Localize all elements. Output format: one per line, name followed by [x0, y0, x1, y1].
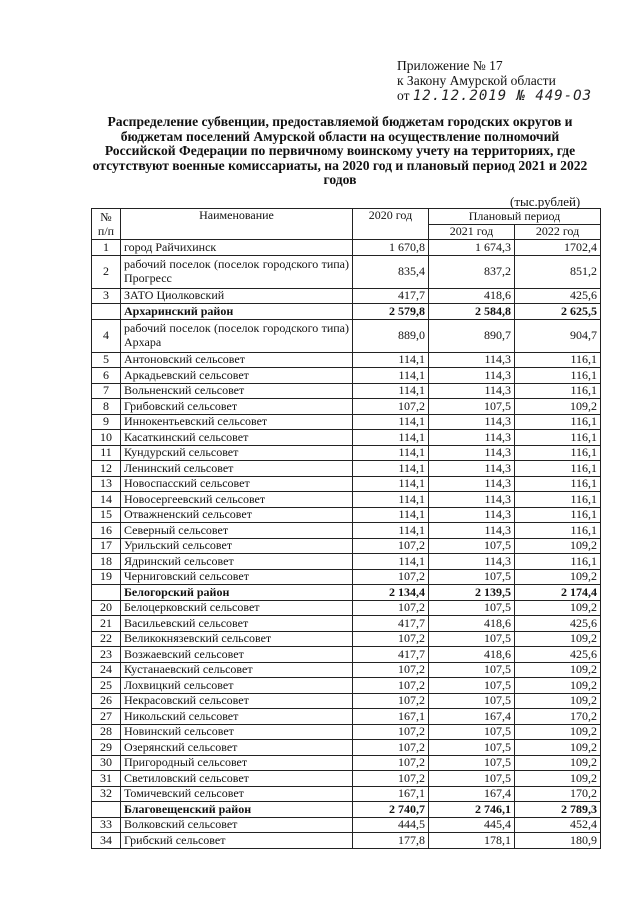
subvention-table	[91, 208, 601, 849]
value-2022: 109,2	[515, 678, 601, 694]
value-2021: 418,6	[429, 288, 515, 304]
value-2022: 116,1	[515, 492, 601, 508]
value-2021: 2 584,8	[429, 304, 515, 320]
row-number: 23	[92, 647, 121, 663]
row-name: Архаринский район	[121, 304, 353, 320]
table-row	[92, 833, 601, 849]
table-row	[92, 755, 601, 771]
table-row	[92, 740, 601, 756]
row-name: Некрасовский сельсовет	[121, 693, 353, 709]
table-row	[92, 631, 601, 647]
row-name: Ленинский сельсовет	[121, 461, 353, 477]
value-2021: 114,3	[429, 430, 515, 446]
row-name: Благовещенский район	[121, 802, 353, 818]
table-row	[92, 319, 601, 352]
value-2020: 107,2	[353, 678, 429, 694]
value-2022: 170,2	[515, 709, 601, 725]
table-row	[92, 414, 601, 430]
value-2021: 107,5	[429, 600, 515, 616]
value-2022: 116,1	[515, 445, 601, 461]
value-2020: 114,1	[353, 414, 429, 430]
row-name: Антоновский сельсовет	[121, 352, 353, 368]
row-name: Никольский сельсовет	[121, 709, 353, 725]
value-2021: 2 746,1	[429, 802, 515, 818]
row-number: 30	[92, 755, 121, 771]
row-name: Кундурский сельсовет	[121, 445, 353, 461]
header-2021: 2021 год	[429, 224, 515, 240]
table-row	[92, 569, 601, 585]
row-name: рабочий поселок (поселок городского типа) Прогресс	[121, 255, 353, 288]
value-2020: 417,7	[353, 616, 429, 632]
value-2021: 114,3	[429, 523, 515, 539]
table-row	[92, 724, 601, 740]
table-row	[92, 647, 601, 663]
table-row	[92, 554, 601, 570]
value-2020: 177,8	[353, 833, 429, 849]
table-row	[92, 476, 601, 492]
table-row	[92, 817, 601, 833]
value-2021: 114,3	[429, 461, 515, 477]
appendix-handwritten-date: 12.12.2019 № 449-ОЗ	[412, 88, 593, 104]
row-number	[92, 304, 121, 320]
value-2022: 109,2	[515, 600, 601, 616]
row-number: 6	[92, 368, 121, 384]
value-2020: 114,1	[353, 507, 429, 523]
district-row	[92, 802, 601, 818]
value-2022: 109,2	[515, 693, 601, 709]
value-2021: 1 674,3	[429, 240, 515, 256]
value-2020: 1 670,8	[353, 240, 429, 256]
value-2022: 904,7	[515, 319, 601, 352]
row-name: Иннокентьевский сельсовет	[121, 414, 353, 430]
value-2021: 107,5	[429, 399, 515, 415]
value-2021: 107,5	[429, 569, 515, 585]
value-2020: 107,2	[353, 755, 429, 771]
value-2022: 116,1	[515, 414, 601, 430]
value-2021: 114,3	[429, 445, 515, 461]
value-2021: 114,3	[429, 554, 515, 570]
value-2022: 2 625,5	[515, 304, 601, 320]
table-row	[92, 678, 601, 694]
value-2021: 107,5	[429, 538, 515, 554]
value-2020: 167,1	[353, 709, 429, 725]
table-row	[92, 430, 601, 446]
value-2022: 116,1	[515, 430, 601, 446]
value-2020: 114,1	[353, 352, 429, 368]
value-2022: 109,2	[515, 740, 601, 756]
row-name: Новинский сельсовет	[121, 724, 353, 740]
row-number: 12	[92, 461, 121, 477]
row-name: Аркадьевский сельсовет	[121, 368, 353, 384]
row-number: 10	[92, 430, 121, 446]
value-2020: 107,2	[353, 538, 429, 554]
value-2021: 114,3	[429, 476, 515, 492]
row-name: Лохвицкий сельсовет	[121, 678, 353, 694]
table-row	[92, 600, 601, 616]
row-name: Светиловский сельсовет	[121, 771, 353, 787]
value-2022: 116,1	[515, 554, 601, 570]
value-2021: 890,7	[429, 319, 515, 352]
row-number: 18	[92, 554, 121, 570]
row-name: город Райчихинск	[121, 240, 353, 256]
row-number: 19	[92, 569, 121, 585]
row-name: Грибский сельсовет	[121, 833, 353, 849]
value-2022: 109,2	[515, 662, 601, 678]
value-2022: 170,2	[515, 786, 601, 802]
value-2020: 114,1	[353, 523, 429, 539]
table-row	[92, 616, 601, 632]
row-number: 22	[92, 631, 121, 647]
row-name: Кустанаевский сельсовет	[121, 662, 353, 678]
value-2022: 180,9	[515, 833, 601, 849]
row-name: Пригородный сельсовет	[121, 755, 353, 771]
value-2020: 417,7	[353, 647, 429, 663]
value-2020: 114,1	[353, 476, 429, 492]
table-row	[92, 399, 601, 415]
row-number: 27	[92, 709, 121, 725]
table-row	[92, 693, 601, 709]
value-2021: 114,3	[429, 368, 515, 384]
row-name: Возжаевский сельсовет	[121, 647, 353, 663]
table-row	[92, 461, 601, 477]
row-number: 21	[92, 616, 121, 632]
value-2021: 107,5	[429, 724, 515, 740]
table-row	[92, 507, 601, 523]
value-2020: 107,2	[353, 631, 429, 647]
header-name: Наименование	[121, 209, 353, 240]
value-2020: 107,2	[353, 693, 429, 709]
table-body	[92, 240, 601, 849]
row-name: Белоцерковский сельсовет	[121, 600, 353, 616]
value-2022: 2 789,3	[515, 802, 601, 818]
appendix-date-prefix: от	[397, 88, 410, 103]
row-number: 13	[92, 476, 121, 492]
row-name: Новоспасский сельсовет	[121, 476, 353, 492]
appendix-date-line	[397, 88, 592, 104]
row-number: 17	[92, 538, 121, 554]
value-2021: 178,1	[429, 833, 515, 849]
value-2022: 116,1	[515, 476, 601, 492]
value-2021: 107,5	[429, 678, 515, 694]
table-row	[92, 538, 601, 554]
district-row	[92, 304, 601, 320]
table-row	[92, 255, 601, 288]
row-name: Северный сельсовет	[121, 523, 353, 539]
header-planned: Плановый период	[429, 209, 601, 225]
value-2020: 444,5	[353, 817, 429, 833]
value-2021: 2 139,5	[429, 585, 515, 601]
row-name: Ядринский сельсовет	[121, 554, 353, 570]
value-2022: 109,2	[515, 771, 601, 787]
table-row	[92, 709, 601, 725]
value-2021: 107,5	[429, 755, 515, 771]
value-2020: 107,2	[353, 399, 429, 415]
value-2021: 114,3	[429, 383, 515, 399]
row-number: 9	[92, 414, 121, 430]
row-number	[92, 585, 121, 601]
row-name: Волковский сельсовет	[121, 817, 353, 833]
row-number: 1	[92, 240, 121, 256]
value-2021: 107,5	[429, 693, 515, 709]
row-number: 8	[92, 399, 121, 415]
row-number: 5	[92, 352, 121, 368]
row-number: 15	[92, 507, 121, 523]
appendix-law: к Закону Амурской области	[397, 73, 556, 88]
value-2020: 107,2	[353, 662, 429, 678]
row-name: Отважненский сельсовет	[121, 507, 353, 523]
row-name: Черниговский сельсовет	[121, 569, 353, 585]
row-number: 28	[92, 724, 121, 740]
value-2022: 116,1	[515, 523, 601, 539]
value-2022: 851,2	[515, 255, 601, 288]
value-2021: 107,5	[429, 662, 515, 678]
table-row	[92, 445, 601, 461]
row-number: 20	[92, 600, 121, 616]
row-name: Озерянский сельсовет	[121, 740, 353, 756]
value-2020: 114,1	[353, 445, 429, 461]
row-number: 31	[92, 771, 121, 787]
row-name: Касаткинский сельсовет	[121, 430, 353, 446]
value-2021: 445,4	[429, 817, 515, 833]
value-2022: 109,2	[515, 538, 601, 554]
row-number: 14	[92, 492, 121, 508]
value-2022: 109,2	[515, 755, 601, 771]
value-2020: 114,1	[353, 492, 429, 508]
row-name: Белогорский район	[121, 585, 353, 601]
table-row	[92, 771, 601, 787]
row-number: 34	[92, 833, 121, 849]
row-name: Великокнязевский сельсовет	[121, 631, 353, 647]
value-2022: 1702,4	[515, 240, 601, 256]
value-2020: 114,1	[353, 368, 429, 384]
row-number: 4	[92, 319, 121, 352]
appendix-number: Приложение № 17	[397, 58, 503, 73]
header-num: № п/п	[92, 209, 121, 240]
value-2022: 116,1	[515, 368, 601, 384]
value-2020: 835,4	[353, 255, 429, 288]
value-2020: 2 134,4	[353, 585, 429, 601]
table-row	[92, 383, 601, 399]
value-2020: 114,1	[353, 430, 429, 446]
value-2020: 889,0	[353, 319, 429, 352]
table-row	[92, 352, 601, 368]
row-number	[92, 802, 121, 818]
value-2020: 107,2	[353, 569, 429, 585]
table-row	[92, 523, 601, 539]
value-2020: 107,2	[353, 724, 429, 740]
value-2022: 425,6	[515, 647, 601, 663]
value-2022: 116,1	[515, 507, 601, 523]
document-title: Распределение субвенции, предоставляемой бюджетам городских округов и бюджетам поселений Амурской области на осуществление полномочий Российской Федерации по первичному воинскому учету на территориях, где отсутствуют военные комиссариаты, на 2020 год и плановый период 2021 и 2022 годов	[92, 114, 588, 188]
value-2020: 2 579,8	[353, 304, 429, 320]
value-2021: 114,3	[429, 352, 515, 368]
value-2021: 418,6	[429, 616, 515, 632]
header-2022: 2022 год	[515, 224, 601, 240]
value-2020: 167,1	[353, 786, 429, 802]
value-2020: 114,1	[353, 461, 429, 477]
value-2021: 114,3	[429, 492, 515, 508]
value-2020: 107,2	[353, 771, 429, 787]
row-number: 3	[92, 288, 121, 304]
value-2022: 116,1	[515, 352, 601, 368]
value-2022: 109,2	[515, 724, 601, 740]
value-2020: 107,2	[353, 600, 429, 616]
row-name: Вольненский сельсовет	[121, 383, 353, 399]
value-2022: 425,6	[515, 616, 601, 632]
value-2022: 425,6	[515, 288, 601, 304]
value-2020: 114,1	[353, 554, 429, 570]
row-number: 11	[92, 445, 121, 461]
row-name: ЗАТО Циолковский	[121, 288, 353, 304]
value-2021: 167,4	[429, 786, 515, 802]
value-2021: 167,4	[429, 709, 515, 725]
district-row	[92, 585, 601, 601]
value-2022: 109,2	[515, 569, 601, 585]
table-row	[92, 368, 601, 384]
value-2022: 109,2	[515, 399, 601, 415]
value-2021: 107,5	[429, 740, 515, 756]
appendix-block	[397, 58, 592, 104]
value-2020: 107,2	[353, 740, 429, 756]
row-name: Урильский сельсовет	[121, 538, 353, 554]
table-row	[92, 492, 601, 508]
table-row	[92, 662, 601, 678]
row-number: 2	[92, 255, 121, 288]
table-row	[92, 786, 601, 802]
value-2022: 116,1	[515, 461, 601, 477]
row-name: Васильевский сельсовет	[121, 616, 353, 632]
table-row	[92, 288, 601, 304]
row-number: 16	[92, 523, 121, 539]
value-2021: 837,2	[429, 255, 515, 288]
row-number: 33	[92, 817, 121, 833]
row-name: Грибовский сельсовет	[121, 399, 353, 415]
value-2020: 114,1	[353, 383, 429, 399]
header-2020: 2020 год	[353, 209, 429, 240]
value-2022: 109,2	[515, 631, 601, 647]
row-number: 26	[92, 693, 121, 709]
row-name: рабочий поселок (поселок городского типа) Архара	[121, 319, 353, 352]
row-name: Томичевский сельсовет	[121, 786, 353, 802]
value-2021: 107,5	[429, 631, 515, 647]
value-2022: 2 174,4	[515, 585, 601, 601]
units-label: (тыс.рублей)	[510, 194, 581, 209]
value-2021: 114,3	[429, 507, 515, 523]
table-row	[92, 240, 601, 256]
row-number: 25	[92, 678, 121, 694]
value-2020: 417,7	[353, 288, 429, 304]
value-2021: 107,5	[429, 771, 515, 787]
value-2020: 2 740,7	[353, 802, 429, 818]
value-2022: 452,4	[515, 817, 601, 833]
row-number: 24	[92, 662, 121, 678]
value-2021: 114,3	[429, 414, 515, 430]
row-number: 32	[92, 786, 121, 802]
row-number: 7	[92, 383, 121, 399]
value-2021: 418,6	[429, 647, 515, 663]
value-2022: 116,1	[515, 383, 601, 399]
row-name: Новосергеевский сельсовет	[121, 492, 353, 508]
row-number: 29	[92, 740, 121, 756]
